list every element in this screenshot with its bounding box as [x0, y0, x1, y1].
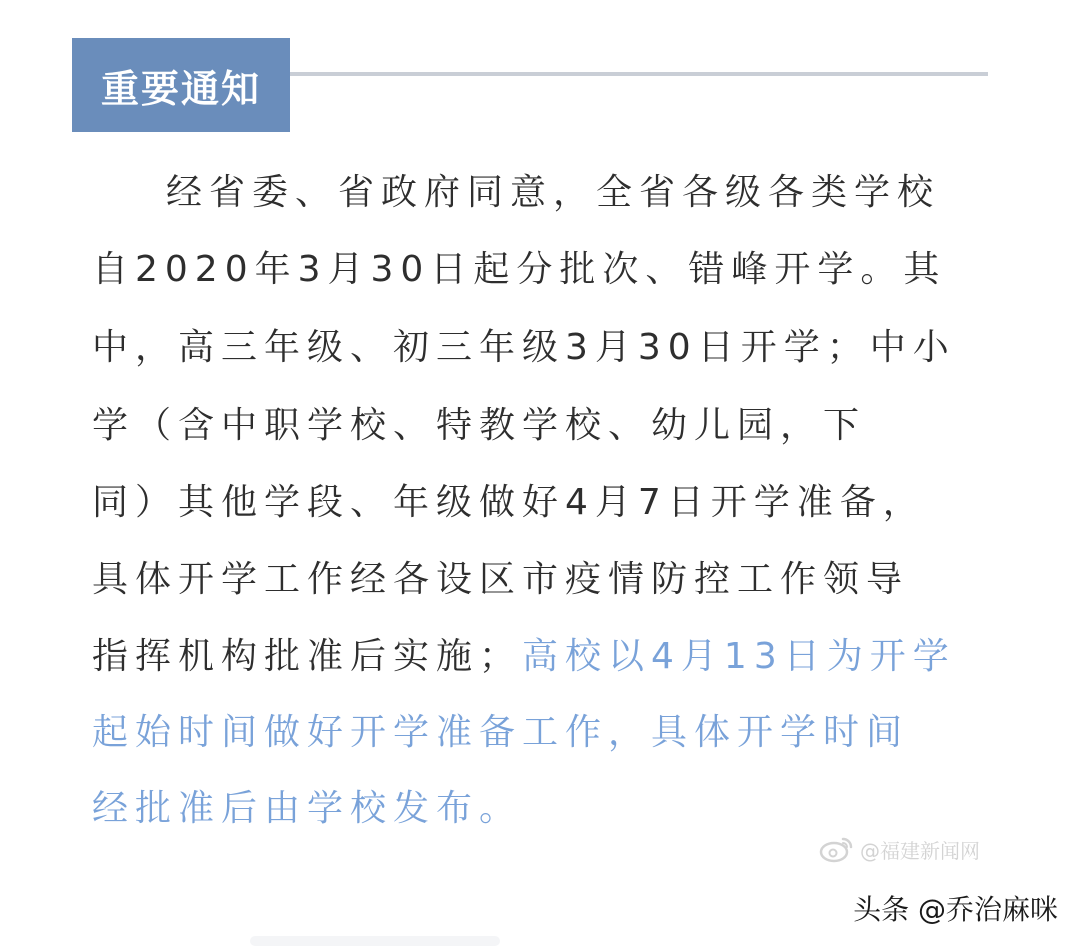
watermark	[818, 832, 980, 866]
notice-line-text: 经省委、省政府同意，全省各级各类学校	[166, 172, 941, 213]
notice-line-text: 学（含中职学校、特教学校、幼儿园，下	[92, 405, 867, 446]
notice-highlight-text: 起始时间做好开学准备工作，具体开学时间	[92, 712, 910, 753]
notice-line	[92, 779, 962, 839]
notice-line	[92, 550, 962, 610]
notice-highlight-text: 经批准后由学校发布。	[92, 788, 523, 829]
footer-credit: 头条 @乔治麻咪	[853, 893, 1058, 926]
notice-line-text: 具体开学工作经各设区市疫情防控工作领导	[92, 559, 910, 600]
notice-line	[92, 627, 962, 687]
notice-line-text: 同）其他学段、年级做好4月7日开学准备，	[92, 482, 926, 523]
header-divider	[290, 72, 988, 76]
notice-title: 重要通知	[100, 66, 261, 111]
notice-highlight-text: 高校以4月13日为开学	[522, 636, 956, 677]
bottom-decoration	[250, 936, 500, 946]
notice-header-box	[72, 38, 290, 132]
notice-line-text: 中，高三年级、初三年级3月30日开学；中小	[92, 327, 956, 368]
watermark-text: @福建新闻网	[860, 838, 980, 863]
notice-line-text: 指挥机构批准后实施；	[92, 636, 523, 677]
notice-line	[92, 240, 962, 300]
notice-line	[92, 318, 962, 378]
weibo-icon	[818, 835, 854, 863]
notice-line	[92, 396, 962, 456]
notice-line	[166, 163, 962, 223]
notice-line-text: 自2020年3月30日起分批次、错峰开学。其	[92, 249, 947, 290]
notice-line	[92, 473, 962, 533]
notice-line	[92, 703, 962, 763]
